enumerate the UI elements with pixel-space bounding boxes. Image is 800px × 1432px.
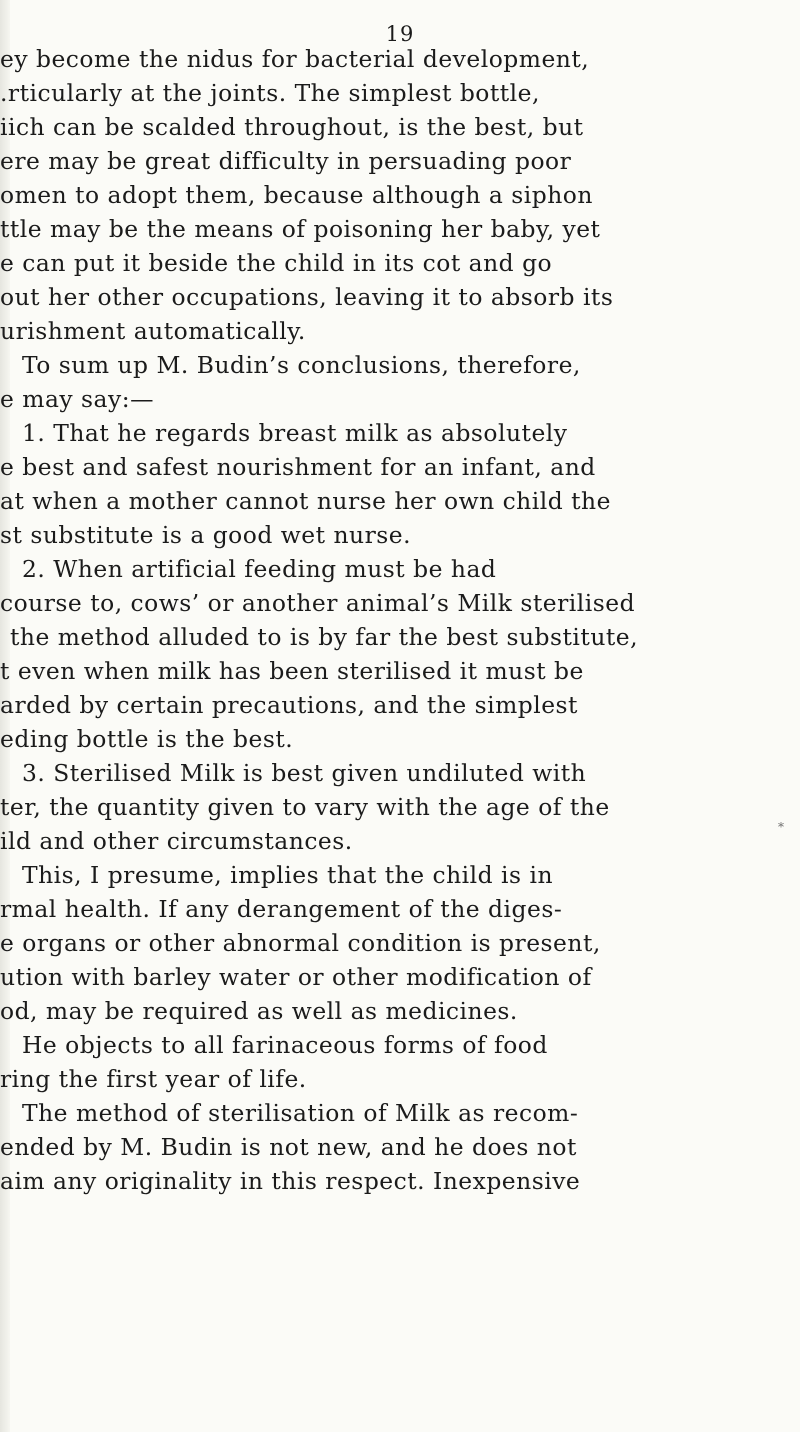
text-line: eding bottle is the best.: [0, 725, 294, 753]
text-line: ere may be great difficulty in persuading poor: [0, 147, 572, 175]
text-line: aim any originality in this respect. Inexpensive: [0, 1167, 581, 1195]
page-number: 19: [385, 22, 415, 46]
paragraph-start-line: He objects to all farinaceous forms of food: [22, 1031, 548, 1059]
text-line: ild and other circumstances.: [0, 827, 353, 855]
paragraph-start-line: This, I presume, implies that the child is in: [22, 861, 554, 889]
text-line: urishment automatically.: [0, 317, 306, 345]
text-line: ended by M. Budin is not new, and he does not: [0, 1133, 577, 1161]
text-line: .rticularly at the joints. The simplest bottle,: [0, 79, 540, 107]
text-line: at when a mother cannot nurse her own child the: [0, 487, 611, 515]
text-line: t even when milk has been sterilised it must be: [0, 657, 584, 685]
text-line: od, may be required as well as medicines.: [0, 997, 518, 1025]
text-line: rmal health. If any derangement of the diges-: [0, 895, 563, 923]
text-line: ter, the quantity given to vary with the age of the: [0, 793, 610, 821]
text-line: ution with barley water or other modification of: [0, 963, 592, 991]
text-line: iich can be scalded throughout, is the best, but: [0, 113, 584, 141]
text-line: e may say:—: [0, 385, 154, 413]
numbered-item-3: 3. Sterilised Milk is best given undiluted with: [22, 759, 587, 787]
text-line: ttle may be the means of poisoning her baby, yet: [0, 215, 601, 243]
text-line: e organs or other abnormal condition is present,: [0, 929, 601, 957]
text-line: e best and safest nourishment for an infant, and: [0, 453, 596, 481]
numbered-item-2: 2. When artificial feeding must be had: [22, 555, 497, 583]
text-line: the method alluded to is by far the best substitute,: [10, 623, 639, 651]
stray-ink-mark: *: [778, 820, 784, 834]
text-line: ring the first year of life.: [0, 1065, 307, 1093]
text-line: ey become the nidus for bacterial development,: [0, 45, 590, 73]
text-line: out her other occupations, leaving it to absorb its: [0, 283, 614, 311]
text-line: omen to adopt them, because although a siphon: [0, 181, 593, 209]
paragraph-start-line: To sum up M. Budin’s conclusions, therefore,: [22, 351, 581, 379]
numbered-item-1: 1. That he regards breast milk as absolutely: [22, 419, 568, 447]
paragraph-start-line: The method of sterilisation of Milk as recom-: [22, 1099, 579, 1127]
text-line: e can put it beside the child in its cot and go: [0, 249, 553, 277]
text-line: course to, cows’ or another animal’s Milk sterilised: [0, 589, 636, 617]
text-line: arded by certain precautions, and the simplest: [0, 691, 578, 719]
text-line: st substitute is a good wet nurse.: [0, 521, 412, 549]
